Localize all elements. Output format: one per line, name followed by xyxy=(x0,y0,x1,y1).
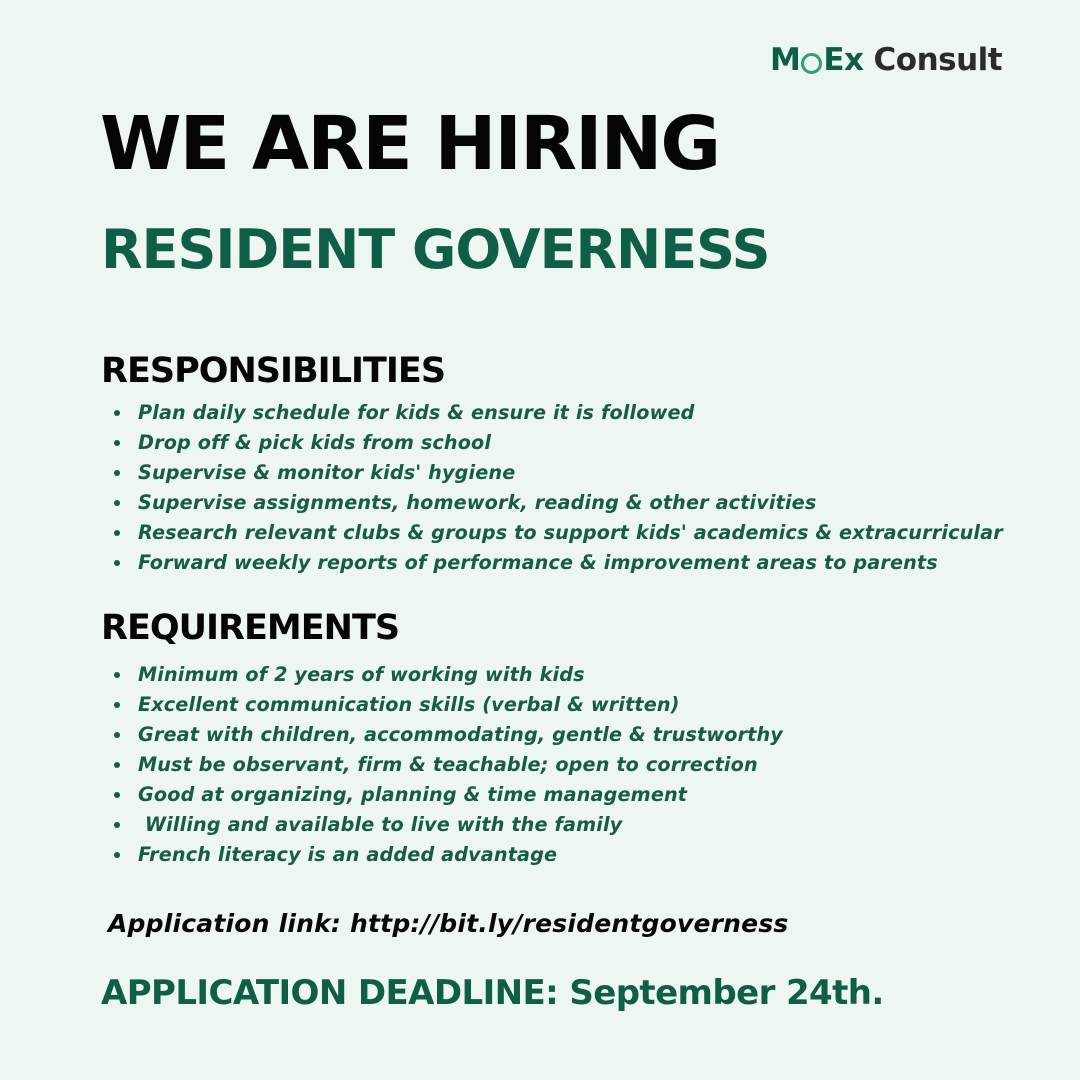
list-item xyxy=(112,690,783,720)
headline: WE ARE HIRING xyxy=(100,101,720,187)
bullet-dot-icon xyxy=(114,470,120,476)
list-item-text: Supervise assignments, homework, reading & other activities xyxy=(138,491,817,514)
list-item xyxy=(112,398,1003,428)
list-item-text: Research relevant clubs & groups to support kids' academics & extracurricular xyxy=(138,521,1003,544)
list-item xyxy=(112,810,783,840)
bullet-dot-icon xyxy=(114,560,120,566)
list-item-text: Plan daily schedule for kids & ensure it is followed xyxy=(138,401,695,424)
list-item-text: Good at organizing, planning & time management xyxy=(138,783,688,806)
list-item xyxy=(112,488,1003,518)
bullet-dot-icon xyxy=(114,762,120,768)
bullet-dot-icon xyxy=(114,440,120,446)
responsibilities-list xyxy=(112,398,1003,578)
list-item xyxy=(112,780,783,810)
list-item-text: Minimum of 2 years of working with kids xyxy=(138,663,585,686)
job-role-title: RESIDENT GOVERNESS xyxy=(101,218,770,281)
responsibilities-heading: RESPONSIBILITIES xyxy=(101,351,446,391)
list-item-text: Drop off & pick kids from school xyxy=(138,431,492,454)
list-item-text: Forward weekly reports of performance & improvement areas to parents xyxy=(138,551,938,574)
requirements-heading: REQUIREMENTS xyxy=(101,608,400,648)
bullet-dot-icon xyxy=(114,852,120,858)
list-item-text: Must be observant, firm & teachable; open to correction xyxy=(138,753,758,776)
bullet-dot-icon xyxy=(114,530,120,536)
bullet-dot-icon xyxy=(114,702,120,708)
logo-ring-icon xyxy=(801,53,822,74)
list-item xyxy=(112,548,1003,578)
list-item xyxy=(112,458,1003,488)
list-item xyxy=(112,720,783,750)
logo-word-consult: Consult xyxy=(873,42,1003,78)
bullet-dot-icon xyxy=(114,792,120,798)
bullet-dot-icon xyxy=(114,500,120,506)
list-item xyxy=(112,428,1003,458)
application-link-text: Application link: http://bit.ly/residentgoverness xyxy=(108,909,789,938)
bullet-dot-icon xyxy=(114,410,120,416)
application-deadline: APPLICATION DEADLINE: September 24th. xyxy=(101,973,884,1013)
list-item-text: Great with children, accommodating, gentle & trustworthy xyxy=(138,723,783,746)
list-item xyxy=(112,840,783,870)
logo-letter-m: M xyxy=(770,42,801,78)
bullet-dot-icon xyxy=(114,732,120,738)
list-item xyxy=(112,660,783,690)
list-item-text: French literacy is an added advantage xyxy=(138,843,558,866)
logo-letters-ex: Ex xyxy=(823,42,864,78)
requirements-list xyxy=(112,660,783,870)
list-item xyxy=(112,518,1003,548)
list-item xyxy=(112,750,783,780)
list-item-text: Supervise & monitor kids' hygiene xyxy=(138,461,516,484)
bullet-dot-icon xyxy=(114,822,120,828)
list-item-text: Willing and available to live with the family xyxy=(138,813,623,836)
list-item-text: Excellent communication skills (verbal & written) xyxy=(138,693,680,716)
bullet-dot-icon xyxy=(114,672,120,678)
brand-logo xyxy=(770,38,1002,82)
